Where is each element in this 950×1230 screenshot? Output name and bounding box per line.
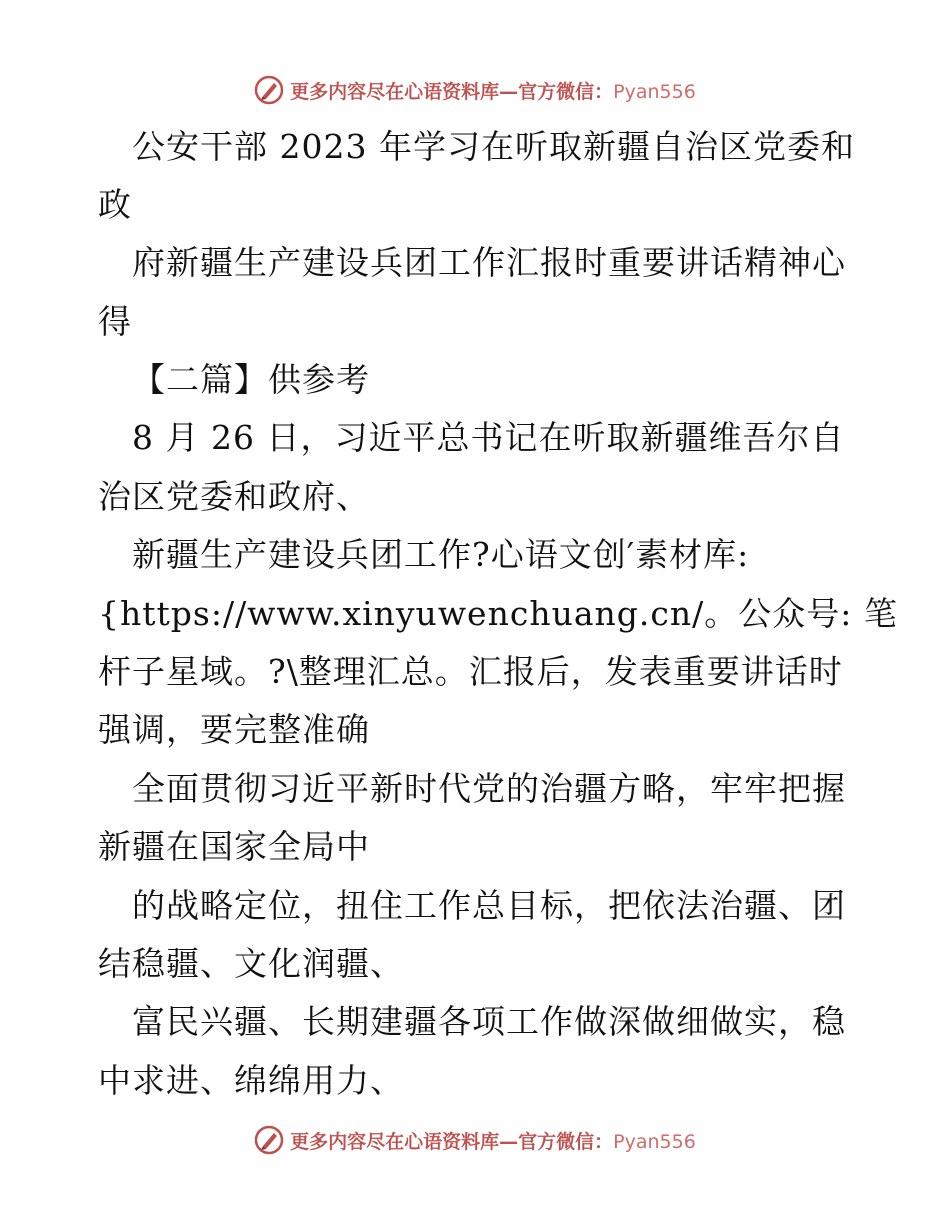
doc-line: 中求进、绵绵用力、 bbox=[98, 1061, 404, 1100]
doc-line: 全面贯彻习近平新时代党的治疆方略，牢牢把握 bbox=[132, 769, 846, 808]
doc-line: 强调，要完整准确 bbox=[98, 710, 370, 749]
watermark-handle: Pyan556 bbox=[613, 80, 696, 103]
doc-line-subtitle: 【二篇】供参考 bbox=[132, 360, 370, 399]
doc-line-title-4: 得 bbox=[98, 302, 132, 341]
doc-line-title-2: 政 bbox=[98, 185, 132, 224]
watermark-handle: Pyan556 bbox=[613, 1130, 696, 1153]
watermark-text: 更多内容尽在心语资料库—官方微信：Pyan556 bbox=[290, 80, 696, 103]
doc-line: 杆子星域。?\整理汇总。汇报后，发表重要讲话时 bbox=[98, 652, 843, 691]
doc-line: 富民兴疆、长期建疆各项工作做深做细做实，稳 bbox=[132, 1002, 846, 1041]
doc-line: 的战略定位，扭住工作总目标，把依法治疆、团 bbox=[132, 886, 846, 925]
doc-line: 新疆生产建设兵团工作?心语文创′素材库: bbox=[132, 535, 750, 574]
doc-line: 新疆在国家全局中 bbox=[98, 827, 370, 866]
doc-line-title-3: 府新疆生产建设兵团工作汇报时重要讲话精神心 bbox=[132, 243, 846, 282]
doc-line: 治区党委和政府、 bbox=[98, 477, 370, 516]
pen-logo-icon bbox=[254, 1125, 284, 1155]
doc-line-title-1: 公安干部 2023 年学习在听取新疆自治区党委和 bbox=[132, 127, 855, 166]
doc-line: {https://www.xinyuwenchuang.cn/。公众号: 笔 bbox=[98, 594, 898, 633]
doc-line: 结稳疆、文化润疆、 bbox=[98, 944, 404, 983]
watermark-text: 更多内容尽在心语资料库—官方微信：Pyan556 bbox=[290, 1130, 696, 1153]
doc-line: 8 月 26 日，习近平总书记在听取新疆维吾尔自 bbox=[132, 418, 845, 457]
footer-watermark bbox=[0, 1120, 950, 1160]
